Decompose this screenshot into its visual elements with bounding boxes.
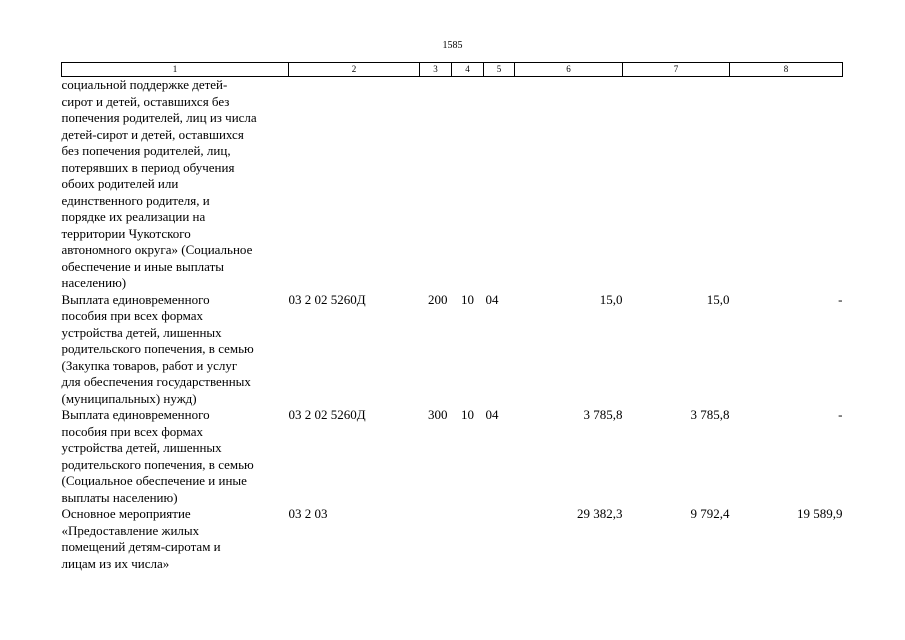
total-amount-cell: 3 785,8 bbox=[583, 407, 623, 422]
col-header-4: 4 bbox=[452, 63, 484, 77]
col-header-2: 2 bbox=[289, 63, 420, 77]
item-name-line: сирот и детей, оставшихся без bbox=[61, 93, 230, 109]
expense-type-cell bbox=[420, 506, 452, 572]
col-header-1: 1 bbox=[62, 63, 289, 77]
column-number-row bbox=[62, 63, 843, 77]
regional-amount-cell: 15,0 bbox=[706, 291, 730, 307]
regional-amount-cell: 9 792,4 bbox=[690, 506, 730, 521]
expense-type-cell bbox=[420, 77, 452, 292]
item-name-line: обеспечение и иные выплаты bbox=[61, 258, 224, 274]
col-header-3: 3 bbox=[420, 63, 452, 77]
item-name-line: единственного родителя, и bbox=[61, 192, 210, 208]
item-name-cell bbox=[62, 77, 289, 292]
item-name-line: родительского попечения, в семью bbox=[61, 456, 254, 472]
item-name-cell bbox=[62, 506, 289, 572]
col-header-6: 6 bbox=[515, 63, 623, 77]
program-code-cell bbox=[289, 77, 420, 292]
item-name-line: населению) bbox=[61, 275, 127, 290]
item-name-line: (Социальное обеспечение и иные bbox=[61, 473, 247, 488]
item-name-line: порядке их реализации на bbox=[61, 209, 206, 224]
expense-type-cell: 200 bbox=[428, 291, 448, 307]
col-header-8: 8 bbox=[730, 63, 843, 77]
item-name-line: (муниципальных) нужд) bbox=[61, 390, 197, 406]
table-row bbox=[62, 506, 843, 572]
item-name-line: потерявших в период обучения bbox=[61, 159, 235, 175]
item-name-cell bbox=[62, 407, 289, 506]
item-name-line: Основное мероприятие bbox=[61, 506, 191, 521]
item-name-line: автономного округа» (Социальное bbox=[61, 242, 253, 257]
page-number: 1585 bbox=[442, 40, 463, 51]
table-body bbox=[62, 77, 843, 573]
subsection-cell: 04 bbox=[485, 407, 499, 422]
program-code-cell: 03 2 02 5260Д bbox=[288, 407, 366, 422]
total-amount-cell: 29 382,3 bbox=[577, 506, 623, 521]
program-code-cell: 03 2 03 bbox=[288, 506, 328, 521]
regional-amount-cell: 3 785,8 bbox=[690, 407, 730, 422]
table-row bbox=[62, 292, 843, 408]
program-code-cell: 03 2 02 5260Д bbox=[288, 291, 366, 307]
table-row bbox=[62, 407, 843, 506]
federal-amount-cell bbox=[730, 77, 843, 292]
item-name-line: пособия при всех формах bbox=[61, 308, 203, 323]
item-name-line: выплаты населению) bbox=[61, 489, 178, 505]
item-name-line: родительского попечения, в семью bbox=[61, 341, 254, 356]
col-header-5: 5 bbox=[484, 63, 515, 77]
item-name-line: обоих родителей или bbox=[61, 176, 179, 191]
item-name-line: без попечения родителей, лиц, bbox=[61, 143, 231, 158]
item-name-line: помещений детям-сиротам и bbox=[61, 539, 221, 554]
item-name-line: социальной поддержке детей- bbox=[61, 77, 228, 92]
subsection-cell: 04 bbox=[485, 291, 499, 307]
section-cell: 10 bbox=[461, 291, 474, 307]
col-header-7: 7 bbox=[623, 63, 730, 77]
item-name-line: попечения родителей, лиц из числа bbox=[61, 110, 257, 125]
federal-amount-cell: - bbox=[838, 407, 843, 422]
total-amount-cell: 15,0 bbox=[599, 291, 623, 307]
item-name-line: для обеспечения государственных bbox=[61, 374, 251, 389]
item-name-line: (Закупка товаров, работ и услуг bbox=[61, 357, 238, 373]
federal-amount-cell: - bbox=[838, 291, 843, 307]
item-name-line: «Предоставление жилых bbox=[61, 522, 200, 538]
item-name-line: устройства детей, лишенных bbox=[61, 324, 222, 340]
item-name-line: детей-сирот и детей, оставшихся bbox=[61, 126, 244, 142]
subsection-cell bbox=[484, 77, 515, 292]
item-name-line: пособия при всех формах bbox=[61, 423, 203, 439]
total-amount-cell bbox=[515, 77, 623, 292]
federal-amount-cell: 19 589,9 bbox=[797, 506, 843, 521]
expense-type-cell: 300 bbox=[428, 407, 448, 422]
section-cell bbox=[452, 77, 484, 292]
subsection-cell bbox=[484, 506, 515, 572]
item-name-line: лицам из их числа» bbox=[61, 555, 170, 571]
item-name-line: устройства детей, лишенных bbox=[61, 440, 222, 455]
item-name-line: Выплата единовременного bbox=[61, 291, 210, 307]
table-row bbox=[62, 77, 843, 292]
item-name-line: территории Чукотского bbox=[61, 225, 191, 241]
item-name-cell bbox=[62, 292, 289, 408]
section-cell: 10 bbox=[461, 407, 474, 422]
regional-amount-cell bbox=[623, 77, 730, 292]
budget-table bbox=[61, 62, 843, 572]
section-cell bbox=[452, 506, 484, 572]
item-name-line: Выплата единовременного bbox=[61, 407, 210, 422]
